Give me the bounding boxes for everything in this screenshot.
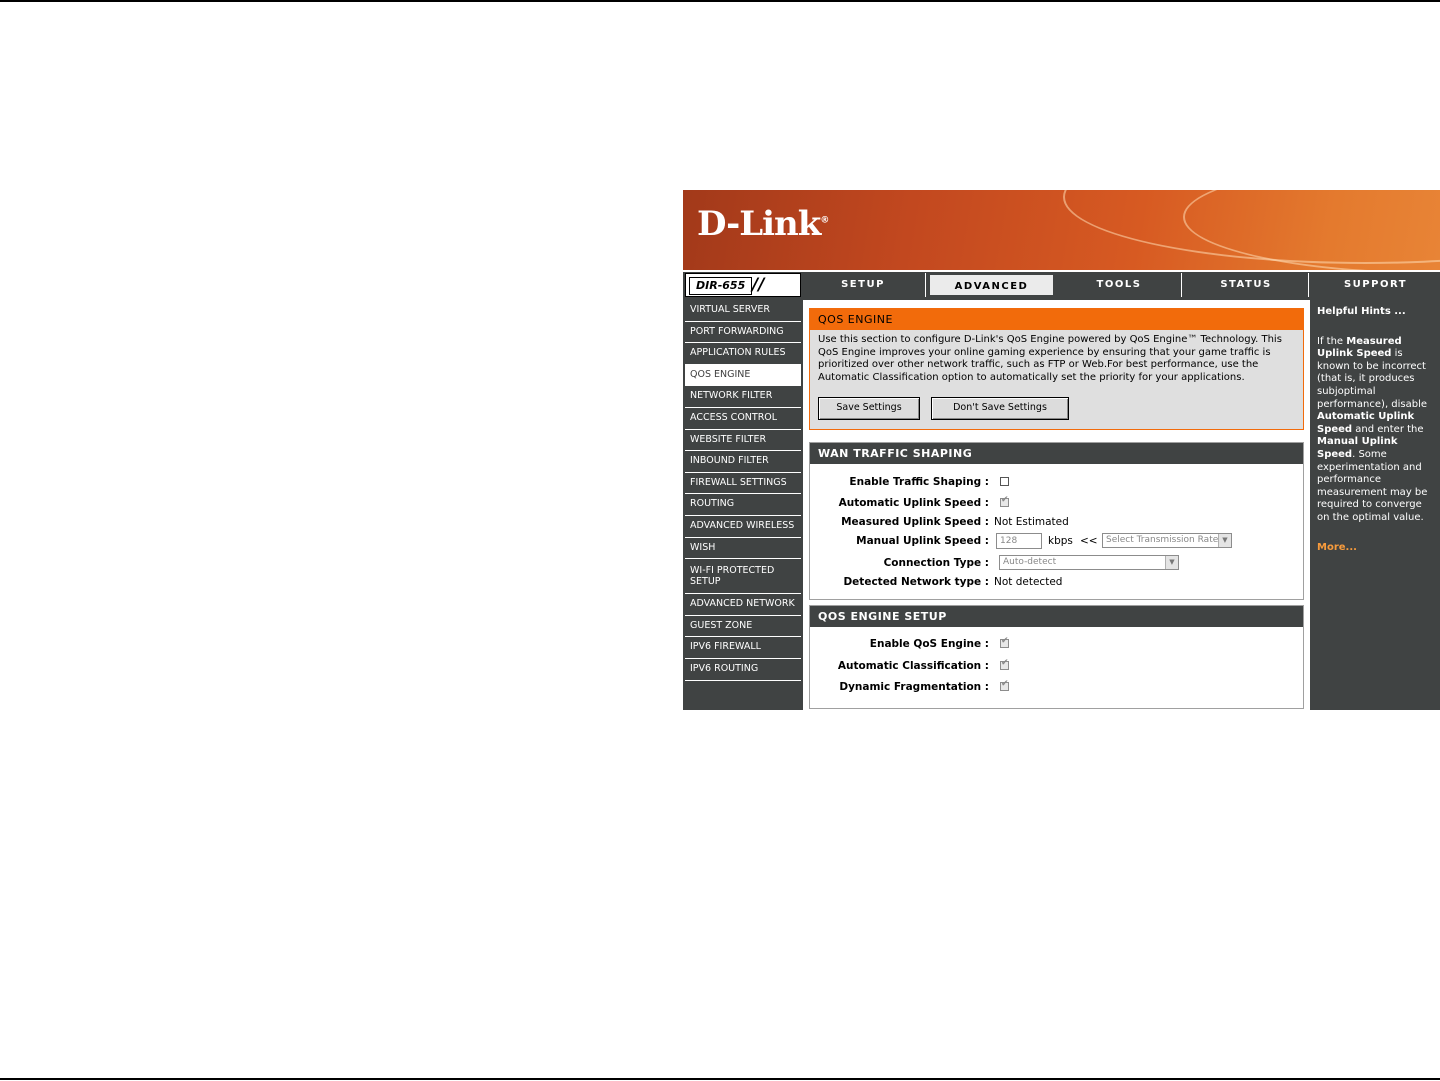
sidebar-item-application-rules[interactable]: APPLICATION RULES [685, 343, 801, 365]
field-label: Automatic Uplink Speed : [838, 497, 989, 509]
qos-engine-intro-section [809, 308, 1304, 430]
banner-swoosh [1183, 190, 1440, 272]
sidebar-item-access-control[interactable]: ACCESS CONTROL [685, 408, 801, 430]
top-navigation [683, 272, 1440, 298]
automatic-classification-checkbox[interactable] [1000, 661, 1009, 670]
helpful-hints-panel [1311, 300, 1440, 710]
measured-uplink-speed-value: Not Estimated [994, 516, 1069, 528]
hints-more-link[interactable]: More... [1317, 541, 1357, 553]
dynamic-fragmentation-checkbox[interactable] [1000, 682, 1009, 691]
router-admin-window [683, 190, 1440, 710]
section-description: Use this section to configure D-Link's QoS Engine powered by QoS Engine™ Technology. This QoS Engine improves your online gaming experience by ensuring that your game traffic is prioritized over other network traffic, such as FTP or Web.For best performance, use the Automatic Classification option to automatically set the priority for your applications. [818, 334, 1282, 383]
sidebar-item-port-forwarding[interactable]: PORT FORWARDING [685, 322, 801, 344]
sidebar-item-qos-engine[interactable]: QOS ENGINE [685, 365, 801, 387]
tab-support[interactable]: SUPPORT [1311, 273, 1440, 297]
chevron-down-icon: ▼ [1165, 556, 1178, 569]
detected-network-type-row [810, 574, 1305, 592]
sidebar-item-firewall-settings[interactable]: FIREWALL SETTINGS [685, 473, 801, 495]
sidebar-item-routing[interactable]: ROUTING [685, 494, 801, 516]
transmission-rate-select[interactable] [1102, 533, 1232, 548]
sidebar-item-wifi-protected-setup[interactable]: WI-FI PROTECTED SETUP [685, 559, 801, 594]
wan-traffic-shaping-section [809, 442, 1304, 600]
chevron-down-icon: ▼ [1218, 534, 1231, 547]
transmission-rate-value: Select Transmission Rate [1106, 535, 1219, 545]
sidebar [685, 300, 801, 681]
tab-setup[interactable]: SETUP [801, 273, 926, 297]
hints-title: Helpful Hints ... [1317, 306, 1406, 317]
field-label: Enable Traffic Shaping : [849, 476, 989, 488]
field-label: Measured Uplink Speed : [841, 516, 989, 528]
enable-qos-engine-row [810, 636, 1305, 654]
sidebar-item-ipv6-routing[interactable]: IPV6 ROUTING [685, 659, 801, 681]
sidebar-item-wish[interactable]: WISH [685, 538, 801, 560]
dynamic-fragmentation-row [810, 679, 1305, 697]
uplink-unit-label: kbps [1048, 535, 1073, 547]
model-slashes: // [752, 275, 765, 295]
detected-network-type-value: Not detected [994, 576, 1063, 588]
save-settings-button[interactable]: Save Settings [818, 397, 920, 420]
model-name: DIR-655 [689, 277, 752, 295]
tab-advanced[interactable]: ADVANCED [928, 273, 1055, 297]
manual-uplink-speed-row [810, 533, 1305, 551]
sidebar-item-virtual-server[interactable]: VIRTUAL SERVER [685, 300, 801, 322]
field-label: Connection Type : [883, 557, 989, 569]
section-title: WAN TRAFFIC SHAPING [810, 443, 1303, 464]
hints-text: If the Measured Uplink Speed is known to be incorrect (that is, it produces subjoptimal performance), disable Automatic Uplink Speed and enter the Manual Uplink Speed. Some experimentation and performance measurement may be required to converge on the optimal value. [1317, 335, 1428, 523]
automatic-classification-row [810, 658, 1305, 676]
field-label: Enable QoS Engine : [869, 638, 989, 650]
qos-engine-setup-section [809, 605, 1304, 709]
copy-rate-arrows[interactable]: << [1080, 535, 1098, 547]
sidebar-item-advanced-wireless[interactable]: ADVANCED WIRELESS [685, 516, 801, 538]
measured-uplink-speed-row [810, 514, 1305, 532]
sidebar-item-website-filter[interactable]: WEBSITE FILTER [685, 430, 801, 452]
dlink-logo: D-Link® [697, 204, 829, 244]
section-title: QOS ENGINE SETUP [810, 606, 1303, 627]
automatic-uplink-speed-checkbox[interactable] [1000, 498, 1009, 507]
automatic-uplink-speed-row [810, 495, 1305, 513]
dlink-banner [683, 190, 1440, 272]
manual-uplink-speed-input[interactable]: 128 [996, 533, 1042, 549]
connection-type-value: Auto-detect [1003, 557, 1057, 567]
tab-status[interactable]: STATUS [1184, 273, 1309, 297]
sidebar-item-ipv6-firewall[interactable]: IPV6 FIREWALL [685, 637, 801, 659]
page-top-rule [0, 0, 1440, 2]
section-title: QOS ENGINE [810, 309, 1303, 330]
sidebar-item-inbound-filter[interactable]: INBOUND FILTER [685, 451, 801, 473]
dont-save-settings-button[interactable]: Don't Save Settings [931, 397, 1069, 420]
main-content [803, 300, 1310, 710]
field-label: Manual Uplink Speed : [856, 535, 989, 547]
tab-tools[interactable]: TOOLS [1057, 273, 1182, 297]
enable-traffic-shaping-checkbox[interactable] [1000, 477, 1009, 486]
field-label: Dynamic Fragmentation : [839, 681, 989, 693]
enable-qos-engine-checkbox[interactable] [1000, 639, 1009, 648]
connection-type-row [810, 555, 1305, 573]
field-label: Detected Network type : [843, 576, 989, 588]
sidebar-item-advanced-network[interactable]: ADVANCED NETWORK [685, 594, 801, 616]
sidebar-item-network-filter[interactable]: NETWORK FILTER [685, 386, 801, 408]
field-label: Automatic Classification : [837, 660, 989, 672]
connection-type-select[interactable] [999, 555, 1179, 570]
sidebar-item-guest-zone[interactable]: GUEST ZONE [685, 616, 801, 638]
enable-traffic-shaping-row [810, 474, 1305, 492]
page-bottom-rule [0, 1078, 1440, 1080]
model-badge [685, 273, 801, 297]
